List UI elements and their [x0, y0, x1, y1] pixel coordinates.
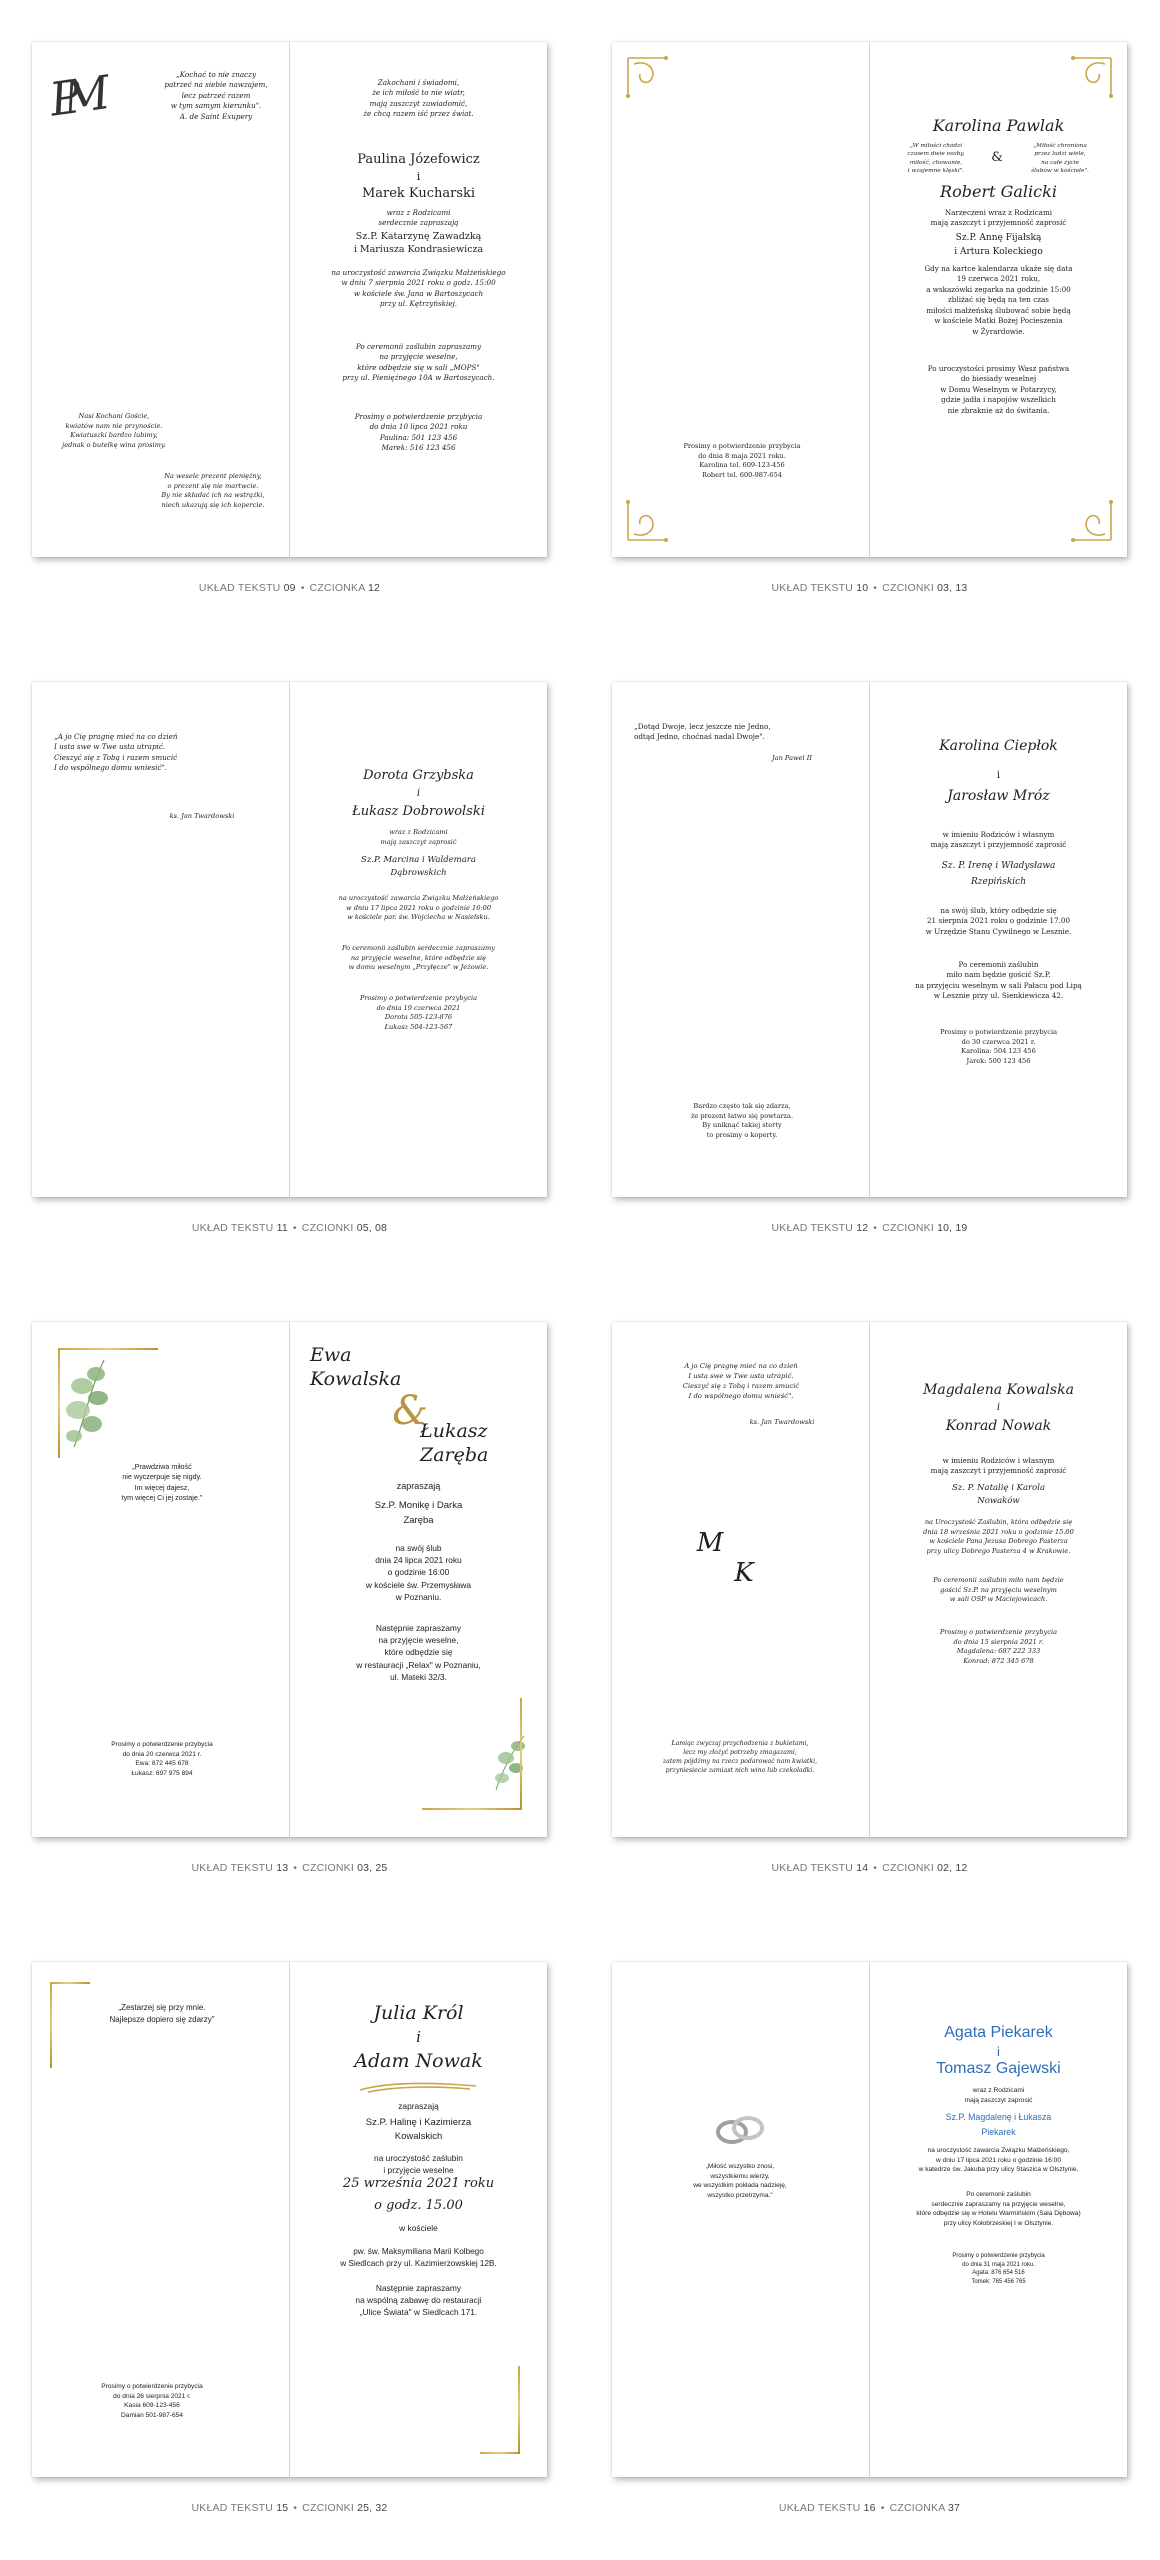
- quote: „A jo Cię pragnę mieć na co dzień I usta swe w Twe usta utrapić. Cieszyć się z Tobą i razem smucić I do wspólnego domu wniesić".: [54, 732, 178, 773]
- wedding-rings-icon: [710, 2110, 770, 2150]
- card-right-panel: [870, 1322, 1127, 1837]
- and-label: i: [996, 770, 1001, 781]
- gold-corner-ornament-icon: [1053, 482, 1113, 542]
- caption-16: UKŁAD TEKSTU 16 • CZCIONKA 37: [778, 2502, 961, 2514]
- quote-author: ks. Jan Twardowski: [749, 1418, 815, 1426]
- invitation-card-14: [612, 1322, 1127, 1837]
- caption-13: UKŁAD TEKSTU 13 • CZCIONKI 03, 25: [191, 1862, 388, 1874]
- gold-frame-line: [50, 1982, 90, 1984]
- with-parents: w imieniu Rodziców i własnym mają zaszczyt i przyjemność zaprosić: [930, 1456, 1067, 1476]
- invite-label: zapraszają: [398, 2101, 439, 2111]
- reception-text: Następnie zapraszamy na przyjęcie weselne, które odbędzie się w restauracji „Relax" w Poznaniu, ul. Mateki 32/3.: [356, 1623, 481, 1682]
- card-right-panel: [870, 42, 1127, 557]
- and-label: i: [416, 788, 421, 799]
- and-label: i: [416, 170, 421, 183]
- guest-names: Sz.P. Marcina i Waldemara Dąbrowskich: [361, 855, 476, 878]
- ceremony-text: Gdy na kartce kalendarza ukaże się data 19 czerwca 2021 roku, a wskazówki zegarka na godzinie 15:00 zbliżać się będą na ten czas miłości małżeńską ślubować sobie będą w kościele Matki Bożej Pocieszenia w Żyrardowie.: [924, 264, 1073, 336]
- quote-left: „W miłości chodzi czasem dwie osoby, miłość, chowanie, i wzajemne klęski".: [907, 143, 965, 175]
- eucalyptus-leaves-icon: [486, 1732, 532, 1792]
- time-text: o godz. 15.00: [374, 2198, 463, 2213]
- card-left-panel: [612, 42, 869, 557]
- groom-name: Adam Nowak: [354, 2050, 483, 2072]
- quote-author: Jan Pawel II: [772, 754, 812, 762]
- quote: „Dotąd Dwoje, lecz jeszcze nie Jedno, odtąd Jedno, choćnaś nadal Dwoje".: [634, 722, 771, 742]
- church-text: pw. św. Maksymiliana Marii Kolbego w Siedlcach przy ul. Kazimierzowskiej 12B.: [340, 2247, 497, 2268]
- quote-right: „Miłość chroniona przez ludzi wiele, na całe życie ślubów w kościele".: [1031, 143, 1089, 175]
- reception-text: Następnie zapraszamy na wspólną zabawę do restauracji „Ulice Świata" w Siedlcach 171.: [355, 2283, 482, 2318]
- groom-name: Konrad Nowak: [945, 1418, 1052, 1434]
- caption-10: UKŁAD TEKSTU 10 • CZCIONKI 03, 13: [771, 582, 968, 594]
- rsvp-text: Prosimy o potwierdzenie przybycia do dnia 15 sierpnia 2021 r. Magdalena: 687 222 333 Konrad: 872 345 678: [939, 1628, 1058, 1665]
- gold-frame-line: [480, 2452, 520, 2454]
- gold-frame-line: [520, 1698, 522, 1810]
- invitation-card-09: [32, 42, 547, 557]
- gold-frame-line: [58, 1348, 158, 1350]
- occasion-text: na uroczystość zaślubin i przyjęcie weselne: [374, 2153, 463, 2176]
- reception-text: Po ceremonii zaślubin serdecznie zapraszamy na przyjęcie weselne, które odbędzie się w domu weselnym „Przyłęcze" w Jeżowie.: [341, 944, 496, 972]
- quote: „Prawdziwa miłość nie wyczerpuje się nigdy. Im więcej dajesz, tym więcej Ci jej zostaje.": [121, 1462, 203, 1503]
- rsvp-text: Prosimy o potwierdzenie przybycia do dnia 10 lipca 2021 roku Paulina: 501 123 456 Marek: 516 123 456: [354, 412, 483, 453]
- guest-names: Sz.P. Katarzynę Zawadzką i Mariusza Kondrasiewicza: [353, 231, 484, 256]
- with-parents: wraz z Rodzicami mają zaszczyt zaprosić: [964, 2087, 1033, 2104]
- card-right-panel: [290, 1962, 547, 2477]
- and-label: i: [997, 2044, 1000, 2059]
- guest-names: Sz.P. Halinę i Kazimierza Kowalskich: [365, 2117, 472, 2142]
- quote-author: ks. Jan Twardowski: [169, 812, 235, 820]
- monogram-m: M: [696, 1528, 724, 1558]
- with-parents: wraz z Rodzicami mają zaszczyt zaprosić: [380, 828, 457, 846]
- rsvp-text: Prosimy o potwierdzenie przybycia do dnia 19 czerwca 2021 Dorota 505-123-876 Łukasz 504-123-567: [359, 994, 478, 1031]
- invitation-card-12: [612, 682, 1127, 1197]
- rsvp-text: Prosimy o potwierdzenie przybycia do dnia 26 sierpnia 2021 r. Kasia 609-123-456 Damian 501-987-654: [101, 2383, 203, 2419]
- caption-15: UKŁAD TEKSTU 15 • CZCIONKI 25, 32: [191, 2502, 388, 2514]
- bride-name: Ewa Kowalska: [310, 1344, 402, 1390]
- reception-text: Po uroczystości prosimy Wasz państwa do biesiady weselnej w Domu Weselnym w Potarzycy, gdzie jadła i napojów wszelkich nie zbraknie aż do świtania.: [927, 364, 1070, 415]
- reception-text: Po ceremonii zaślubin miło nam będzie gościć Sz.P. na przyjęciu weselnym w sali OSP w Maciejowicach.: [933, 1576, 1064, 1604]
- monogram: PM: [46, 67, 96, 127]
- eucalyptus-leaves-icon: [54, 1352, 124, 1452]
- ceremony-text: na uroczystość zawarcia Związku Małżeńskiego, w dniu 17 lipca 2021 roku o godzinie 16:00 w katedrze św. Jakuba przy ulicy Staszica w Olsztynie.: [918, 2147, 1079, 2174]
- ceremony-text: na uroczystość zawarcia Związku Małżeńskiego w dniu 7 sierpnia 2021 roku o godz. 15:00 w kościele św. Jana w Bartoszycach przy ul. Kętrzyńskiej.: [331, 268, 506, 309]
- rsvp-text: Prosimy o potwierdzenie przybycia do dnia 20 czerwca 2021 r. Ewa: 872 445 678 Łukasz: 697 975 894: [111, 1741, 213, 1777]
- groom-name: Jarosław Mróz: [947, 788, 1050, 804]
- quote: „Miłość wszystko znosi, wszystkiemu wierzy, we wszystkim pokłada nadzieję, wszystko przetrzyma.": [693, 2163, 787, 2199]
- ceremony-text: na uroczystość zawarcia Związku Małżeńskiego w dniu 17 lipca 2021 roku o godzinie 16:00 w kościele par. św. Wojciecha w Nasielsku.: [338, 894, 499, 922]
- guest-names: Sz.P. Magdalenę i Łukasza Piekarek: [945, 2112, 1052, 2137]
- bride-name: Dorota Grzybska: [363, 768, 474, 783]
- invitation-card-13: [32, 1322, 547, 1837]
- invitation-card-15: [32, 1962, 547, 2477]
- card-left-panel: [612, 1962, 869, 2477]
- bride-name: Paulina Józefowicz: [357, 152, 480, 167]
- bride-name: Magdalena Kowalska: [923, 1382, 1074, 1398]
- gold-corner-ornament-icon: [626, 482, 686, 542]
- bride-name: Karolina Ciepłok: [939, 738, 1058, 754]
- card-right-panel: [290, 42, 547, 557]
- gifts-note: Łamiąc zwyczaj przychodzenia z bukietami, lecz my złożyć potrzeby zmagazami, zatem pójdźmy na rzecz podarować nam kwiatki, przyniesiecie zamiast nich wino lub czekoladki.: [662, 1740, 818, 1774]
- invitation-card-11: [32, 682, 547, 1197]
- ampersand: &: [392, 1388, 428, 1434]
- gold-frame-line: [518, 2366, 520, 2454]
- caption-12: UKŁAD TEKSTU 12 • CZCIONKI 10, 19: [771, 1222, 968, 1234]
- rsvp-text: Prosimy o potwierdzenie przybycia do dnia 31 maja 2021 roku. Agata: 876 654 516 Tomek: 765 456 765: [952, 2253, 1045, 2286]
- quote: „Zestarzej się przy mnie. Najlepsze dopiero się zdarzy": [109, 2003, 215, 2024]
- rsvp-text: Prosimy o potwierdzenie przybycia do 30 czerwca 2021 r. Karolina: 504 123 456 Jarek: 500 123 456: [939, 1028, 1058, 1065]
- invite-label: zapraszają: [396, 1481, 441, 1491]
- reception-text: Po ceremonii zaślubin miło nam będzie gościć Sz.P. na przyjęciu weselnym w sali Pałacu pod Lipą w Lesznie przy ul. Sienkiewicza 42.: [915, 960, 1082, 1001]
- invitation-card-10: [612, 42, 1127, 557]
- groom-name: Tomasz Gajewski: [936, 2060, 1061, 2077]
- envelope-note: Bardzo często tak się zdarza, że prezent łatwo się powtarza. By uniknąć takiej sterty to prosimy o koperty.: [690, 1102, 794, 1139]
- groom-name: Robert Galicki: [940, 182, 1057, 201]
- reception-text: Po ceremonii zaślubin zapraszamy na przyjęcie weselne, które odbędzie się w sali „MOPS" przy ul. Pieniężnego 10A w Bartoszycach.: [342, 342, 495, 383]
- monogram-k: K: [734, 1558, 754, 1588]
- church-intro: w kościele: [399, 2223, 438, 2233]
- and-label: i: [996, 1402, 1001, 1413]
- with-parents: Narzeczeni wraz z Rodzicami mają zaszczyt i przyjemność zaprosić: [930, 208, 1067, 228]
- bride-name: Julia Król: [373, 2002, 464, 2024]
- with-parents: w imieniu Rodziców i własnym mają zaszczyt i przyjemność zaprosić: [930, 830, 1067, 850]
- card-right-panel: [290, 682, 547, 1197]
- invitation-card-16: [612, 1962, 1127, 2477]
- bride-name: Karolina Pawlak: [932, 116, 1065, 135]
- guest-names: Sz. P. Natalię i Karola Nowaków: [951, 1483, 1046, 1506]
- money-note: Na wesele prezent pieniężny, o prezent się nie martwcie. By nie składać ich na wstrążki, niech ukazują się ich kopercie.: [161, 472, 265, 509]
- card-right-panel: [290, 1322, 547, 1837]
- quote: „Kochać to nie znaczy patrzeć na siebie nawzajem, lecz patrzeć razem w tym samym kierunku". A. de Saint Exupery: [164, 70, 268, 121]
- card-right-panel: [870, 682, 1127, 1197]
- card-left-panel: [32, 1962, 289, 2477]
- gold-corner-ornament-icon: [626, 56, 686, 116]
- card-left-panel: [32, 1322, 289, 1837]
- ceremony-text: na Uroczystość Zaślubin, która odbędzie się dnia 18 września 2021 roku o godzinie 15.00 w kościele Pana Jezusa Dobrego Pasterza przy ulicy Dobrego Pasterza 4 w Krakowie.: [923, 1518, 1074, 1555]
- groom-name: Marek Kucharski: [361, 186, 476, 201]
- date-text: 25 września 2021 roku: [342, 2176, 495, 2191]
- guest-names: Sz.P. Monikę i Darka Zaręba: [374, 1500, 463, 1527]
- guest-names: Sz. P. Irenę i Władysława Rzepińskich: [941, 861, 1056, 888]
- gold-corner-ornament-icon: [1053, 56, 1113, 116]
- card-left-panel: [612, 682, 869, 1197]
- card-left-panel: [32, 42, 289, 557]
- ceremony-text: na swój ślub, który odbędzie się 21 sierpnia 2021 roku o godzinie 17.00 w Urzędzie Stanu Cywilnego w Lesznie.: [925, 906, 1072, 936]
- with-parents: wraz z Rodzicami serdecznie zapraszają: [378, 208, 459, 228]
- card-right-panel: [870, 1962, 1127, 2477]
- quote: A jo Cię pragnę mieć na co dzień I usta swe w Twe usta utrapić. Cieszyć się z Tobą i razem smucić I do wspólnego domu wnieść".: [682, 1362, 800, 1400]
- bride-name: Agata Piekarek: [944, 2024, 1053, 2041]
- caption-09: UKŁAD TEKSTU 09 • CZCIONKA 12: [198, 582, 381, 594]
- groom-name: Łukasz Dobrowolski: [352, 804, 485, 819]
- guests-note: Nasi Kochani Goście, kwiatów nam nie przynoście. Kwiatuszki bardzo lubimy, jednak o butelkę wina prosimy.: [62, 412, 166, 449]
- and-label: i: [416, 2028, 421, 2046]
- card-left-panel: [612, 1322, 869, 1837]
- caption-11: UKŁAD TEKSTU 11 • CZCIONKI 05, 08: [191, 1222, 388, 1234]
- gold-swash-icon: [358, 2080, 478, 2094]
- gold-frame-line: [422, 1808, 522, 1810]
- ceremony-text: na swój ślub dnia 24 lipca 2021 roku o godzinie 16:00 w kościele św. Przemysława w Poznaniu.: [365, 1543, 472, 1602]
- guest-names: Sz.P. Annę Fijałską i Artura Koleckiego: [954, 233, 1043, 257]
- card-left-panel: [32, 682, 289, 1197]
- opening-verse: Zakochani i świadomi, że ich miłość to nie wiatr, mają zaszczyt zawiadomić, że chcą razem iść przez świat.: [363, 78, 474, 119]
- ampersand: &: [991, 150, 1003, 165]
- rsvp-text: Prosimy o potwierdzenie przybycia do dnia 8 maja 2021 roku. Karolina tel. 609-123-456 Robert tel. 600-987-654: [683, 442, 801, 479]
- caption-14: UKŁAD TEKSTU 14 • CZCIONKI 02, 12: [771, 1862, 968, 1874]
- reception-text: Po ceremonii zaślubin serdecznie zapraszamy na przyjęcie weselne, które odbędzie się w Hotelu Warmińskim (Sala Dębowa) przy ulicy Kołobrzeskiej I w Olsztynie.: [916, 2191, 1081, 2227]
- groom-name: Łukasz Zaręba: [420, 1420, 489, 1466]
